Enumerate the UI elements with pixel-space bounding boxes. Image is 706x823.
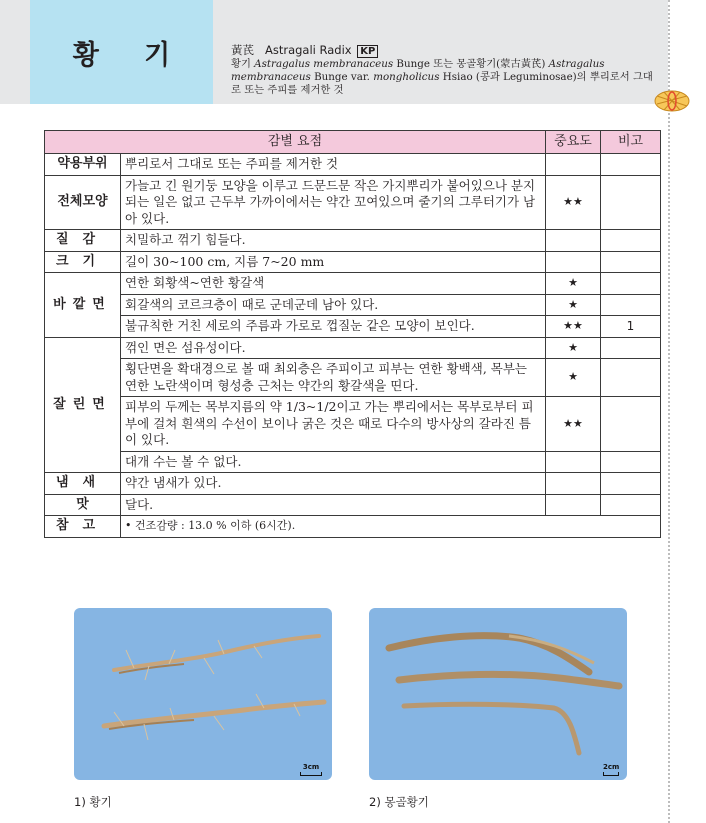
row-label: 냄새 (45, 473, 121, 495)
row-text: 치밀하고 꺾기 힘들다. (121, 230, 546, 252)
importance-cell (546, 251, 601, 273)
importance-cell (546, 451, 601, 473)
row-text: 가늘고 긴 원기둥 모양을 이루고 드문드문 작은 가지뿌리가 붙어있으나 분지되는 일은 없고 근두부 가까이에서는 약간 꼬여있으며 줄기의 그루터기가 남아 있다. (121, 175, 546, 230)
photo-mongol-hwanggi (369, 608, 627, 780)
importance-stars: ★★ (546, 175, 601, 230)
page-edge-dotted-line (668, 0, 670, 823)
importance-cell (546, 154, 601, 176)
origin-description (231, 58, 661, 97)
row-label: 잘린면 (45, 337, 121, 473)
desc-part-italic: mongholicus (373, 71, 440, 83)
table-row (45, 230, 661, 252)
note-cell (601, 230, 661, 252)
row-text: 연한 회황색~연한 황갈색 (121, 273, 546, 295)
root-illustration (74, 608, 332, 780)
row-label: 참고 (45, 516, 121, 538)
table-row (45, 451, 661, 473)
row-text: 불규칙한 거친 세로의 주름과 가로로 껍질눈 같은 모양이 보인다. (121, 316, 546, 338)
row-label: 바깥면 (45, 273, 121, 338)
row-label: 크기 (45, 251, 121, 273)
kp-badge: KP (357, 45, 378, 58)
desc-part: 황기 (231, 58, 255, 70)
table-header-row (45, 131, 661, 154)
desc-part: Bunge 또는 몽골황기(蒙古黃芪) (393, 58, 549, 70)
row-label: 맛 (45, 494, 121, 516)
table-row (45, 294, 661, 316)
note-cell (601, 175, 661, 230)
row-text: 꺾인 면은 섬유성이다. (121, 337, 546, 359)
hanja-name: 黃芪 (231, 43, 254, 57)
importance-cell (546, 494, 601, 516)
importance-stars: ★ (546, 359, 601, 397)
importance-stars: ★ (546, 337, 601, 359)
scale-bar-line (300, 772, 322, 776)
importance-stars: ★★ (546, 397, 601, 452)
page-title: 황 기 (72, 39, 189, 71)
scale-label: 3cm (302, 763, 320, 771)
note-cell (601, 337, 661, 359)
table-row (45, 175, 661, 230)
note-cell (601, 397, 661, 452)
note-cell (601, 294, 661, 316)
row-text: 피부의 두께는 목부지름의 약 1/3~1/2이고 가는 뿌리에서는 목부로부터 피부에 걸쳐 흰색의 수선이 보이나 굵은 것은 때로 다수의 방사상의 갈라진 틈이 있다. (121, 397, 546, 452)
latin-name-line (231, 44, 661, 58)
importance-cell (546, 473, 601, 495)
table-row (45, 337, 661, 359)
table-row (45, 397, 661, 452)
table-row (45, 154, 661, 176)
identification-table (44, 130, 661, 538)
table-row (45, 473, 661, 495)
herb-description (231, 44, 661, 97)
table-row (45, 273, 661, 295)
note-cell (601, 494, 661, 516)
table-row (45, 359, 661, 397)
row-label: 약용부위 (45, 154, 121, 176)
latin-name: Astragali Radix (264, 43, 352, 57)
note-cell (601, 451, 661, 473)
note-cell (601, 473, 661, 495)
importance-stars: ★★ (546, 316, 601, 338)
desc-part-italic: Astragalus membranaceus (254, 58, 394, 70)
header-main: 감별 요점 (45, 131, 546, 154)
desc-part: Bunge var. (310, 71, 374, 83)
desc-part: Hsiao (콩과 Leguminosae)의 뿌리로서 그대로 또는 주피를 제거한 것 (231, 71, 653, 96)
importance-cell (546, 230, 601, 252)
row-text: 횡단면을 확대경으로 볼 때 최외층은 주피이고 피부는 연한 황백색, 목부는 연한 노란색이며 형성층 근처는 약간의 황갈색을 띤다. (121, 359, 546, 397)
row-label: 질감 (45, 230, 121, 252)
title-box (30, 0, 213, 104)
row-text: 달다. (121, 494, 546, 516)
header-note: 비고 (601, 131, 661, 154)
row-label: 전체모양 (45, 175, 121, 230)
row-text: 뿌리로서 그대로 또는 주피를 제거한 것 (121, 154, 546, 176)
scale-bar (603, 763, 619, 776)
header-importance: 중요도 (546, 131, 601, 154)
importance-stars: ★ (546, 273, 601, 295)
photo-hwanggi (74, 608, 332, 780)
row-text: 길이 30~100 cm, 지름 7~20 mm (121, 251, 546, 273)
table-row (45, 516, 661, 538)
table-row (45, 494, 661, 516)
note-number: 1 (601, 316, 661, 338)
reference-text: • 건조감량 : 13.0 % 이하 (6시간). (121, 516, 661, 538)
scale-label: 2cm (603, 763, 620, 771)
desc-part-italic: Astragalus membranaceus (231, 58, 605, 83)
photo1-caption: 1) 황기 (74, 795, 112, 809)
row-text: 약간 냄새가 있다. (121, 473, 546, 495)
table-row (45, 251, 661, 273)
herb-bundle-icon (652, 84, 692, 114)
scale-bar (300, 763, 322, 776)
importance-stars: ★ (546, 294, 601, 316)
note-cell (601, 154, 661, 176)
note-cell (601, 359, 661, 397)
row-text: 회갈색의 코르크층이 때로 군데군데 남아 있다. (121, 294, 546, 316)
row-text: 대개 수는 볼 수 없다. (121, 451, 546, 473)
note-cell (601, 273, 661, 295)
scale-bar-line (603, 772, 619, 776)
photo2-caption: 2) 몽골황기 (369, 795, 429, 809)
root-illustration (369, 608, 627, 780)
table-row (45, 316, 661, 338)
note-cell (601, 251, 661, 273)
